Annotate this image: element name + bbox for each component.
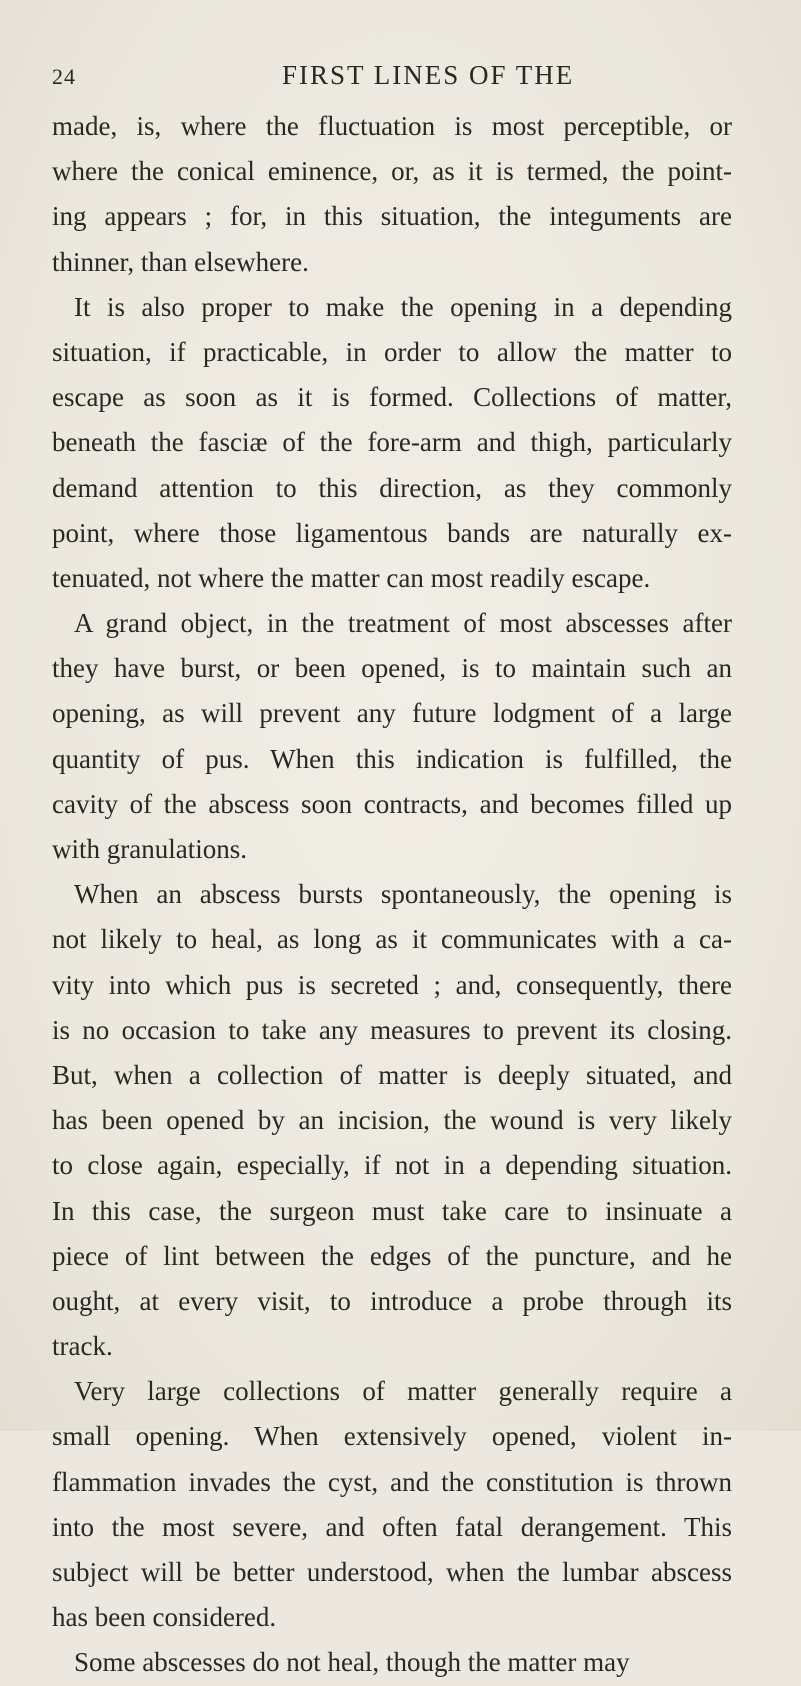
text-line: piece of lint between the edges of the puncture, and he: [52, 1240, 732, 1271]
text-line: A grand object, in the treatment of most abscesses after: [74, 608, 732, 639]
text-line: demand attention to this direction, as they commonly: [52, 472, 732, 503]
text-line: tenuated, not where the matter can most readily escape.: [52, 562, 651, 593]
text-line: has been considered.: [52, 1602, 277, 1633]
text-line: flammation invades the cyst, and the constitution is thrown: [52, 1466, 732, 1497]
text-line: is no occasion to take any measures to prevent its closing.: [52, 1014, 732, 1045]
text-line: situation, if practicable, in order to allow the matter to: [52, 336, 732, 367]
text-line: opening, as will prevent any future lodgment of a large: [52, 698, 732, 729]
page-number: 24: [52, 64, 76, 89]
text-line: has been opened by an incision, the wound is very likely: [52, 1105, 732, 1136]
text-line: small opening. When extensively opened, violent in-: [52, 1421, 732, 1452]
text-line: Very large collections of matter generally require a: [74, 1376, 732, 1407]
text-line: into the most severe, and often fatal derangement. This: [52, 1511, 732, 1542]
text-line: cavity of the abscess soon contracts, and becomes filled up: [52, 788, 732, 819]
running-title: FIRST LINES OF THE: [282, 60, 575, 90]
text-line: point, where those ligamentous bands are naturally ex-: [52, 517, 732, 548]
text-line: made, is, where the fluctuation is most perceptible, or: [52, 111, 732, 141]
text-line: escape as soon as it is formed. Collections of matter,: [52, 382, 732, 413]
text-line: subject will be better understood, when the lumbar abscess: [52, 1557, 732, 1587]
text-line: track.: [52, 1331, 113, 1362]
text-line: vity into which pus is secreted ; and, consequently, there: [52, 969, 732, 1000]
text-line: In this case, the surgeon must take care to insinuate a: [52, 1195, 732, 1226]
body-text: [52, 104, 732, 1686]
text-line: ought, at every visit, to introduce a probe through its: [52, 1285, 732, 1316]
text-line: ing appears ; for, in this situation, the integuments are: [52, 201, 732, 232]
text-line: But, when a collection of matter is deeply situated, and: [52, 1059, 732, 1090]
text-line: It is also proper to make the opening in a depending: [74, 291, 732, 322]
text-line: with granulations.: [52, 834, 247, 864]
text-line: they have burst, or been opened, is to maintain such an: [52, 653, 732, 684]
text-line: When an abscess bursts spontaneously, the opening is: [74, 879, 732, 910]
text-line: not likely to heal, as long as it communicates with a ca-: [52, 924, 732, 955]
text-line: where the conical eminence, or, as it is termed, the point-: [52, 156, 732, 187]
text-line: Some abscesses do not heal, though the matter may: [74, 1647, 630, 1678]
running-head: [52, 60, 712, 96]
text-line: to close again, especially, if not in a depending situation.: [52, 1150, 732, 1181]
text-line: thinner, than elsewhere.: [52, 246, 309, 277]
text-line: beneath the fasciæ of the fore-arm and thigh, particularly: [52, 427, 732, 458]
text-line: quantity of pus. When this indication is fulfilled, the: [52, 743, 732, 774]
